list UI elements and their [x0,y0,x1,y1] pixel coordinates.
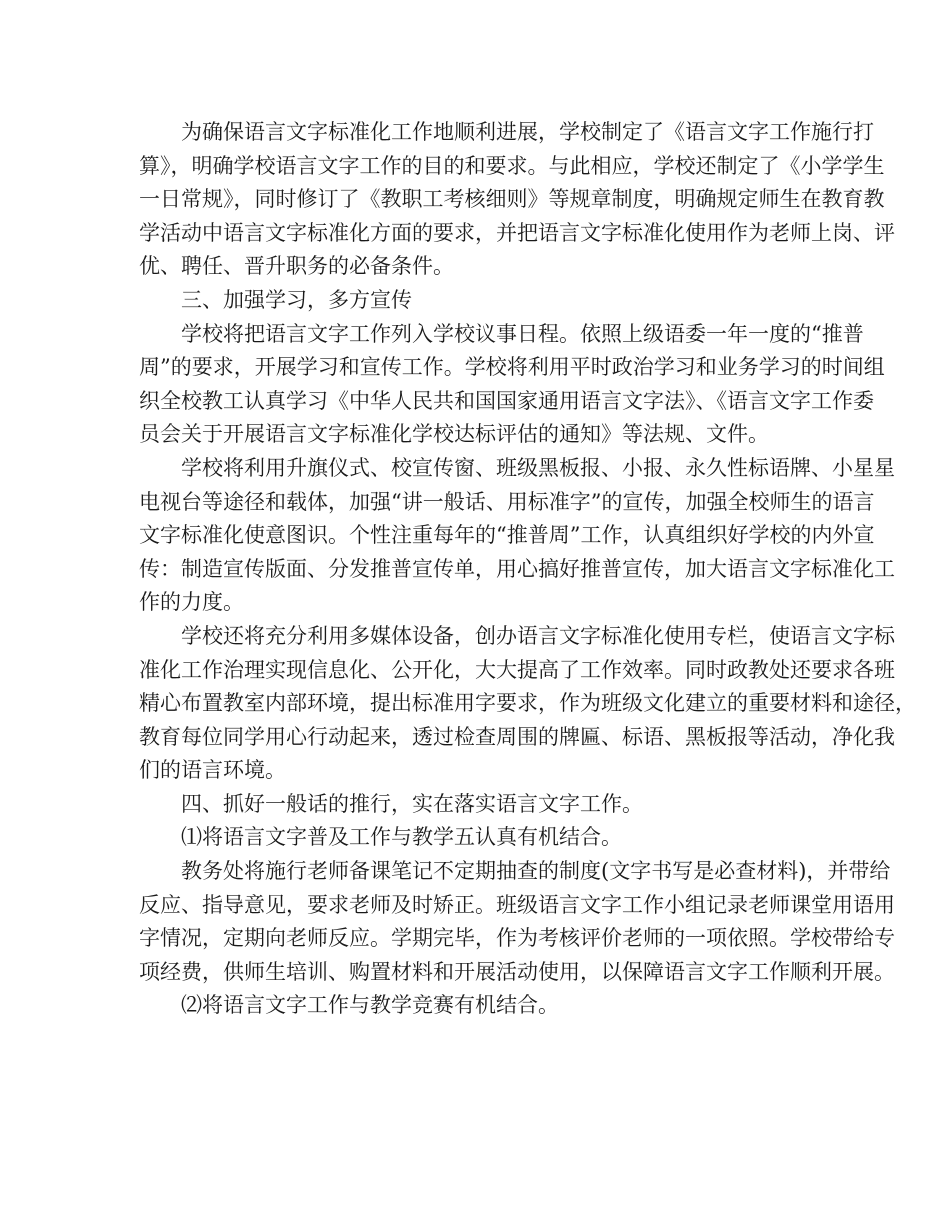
body-paragraph [139,318,885,452]
paragraph-line: 教务处将施行老师备课笔记不定期抽查的制度(文字书写是必查材料)，并带给 [181,859,891,884]
body-paragraph [139,116,895,284]
paragraph-line: 精心布置教室内部环境，提出标准用字要求，作为班级文化建立的重要材料和途径， [139,691,916,716]
paragraph-line: 文字标准化使意图识。个性注重每年的“推普周”工作，认真组织好学校的内外宣 [139,523,875,548]
section-heading: 四、抓好一般话的推行，实在落实语言文字工作。 [181,791,643,816]
paragraph-line: 字情况，定期向老师反应。学期完毕，作为考核评价老师的一项依照。学校带给专 [139,926,895,951]
paragraph-line: 反应、指导意见，要求老师及时矫正。班级语言文字工作小组记录老师课堂用语用 [139,892,895,917]
section-heading: ⑵将语言文字工作与教学竞赛有机结合。 [181,993,559,1018]
body-paragraph [139,452,895,620]
paragraph-line: 学活动中语言文字标准化方面的要求，并把语言文字标准化使用作为老师上岗、评 [139,220,895,245]
document-page [139,116,916,1023]
body-paragraph [139,620,916,788]
paragraph-line: 项经费，供师生培训、购置材料和开展活动使用，以保障语言文字工作顺利开展。 [139,959,895,984]
paragraph-line: 优、聘任、晋升职务的必备条件。 [139,254,454,279]
paragraph-line: 作的力度。 [139,590,244,615]
paragraph-line: 员会关于开展语言文字标准化学校达标评估的通知》等法规、文件。 [139,422,769,447]
paragraph-line: 准化工作治理实现信息化、公开化，大大提高了工作效率。同时政教处还要求各班 [139,657,895,682]
paragraph-line: 周”的要求，开展学习和宣传工作。学校将利用平时政治学习和业务学习的时间组 [139,355,885,380]
paragraph-line: 为确保语言文字标准化工作地顺利进展，学校制定了《语言文字工作施行打 [181,120,874,144]
paragraph-line: 一日常规》，同时修订了《教职工考核细则》等规章制度，明确规定师生在教育教 [139,187,885,212]
body-paragraph [139,855,895,989]
section-heading: 三、加强学习，多方宣传 [181,287,412,312]
paragraph-line: 学校还将充分利用多媒体设备，创办语言文字标准化使用专栏，使语言文字标 [181,623,895,648]
section-heading: ⑴将语言文字普及工作与教学五认真有机结合。 [181,825,622,850]
paragraph-line: 教育每位同学用心行动起来，透过检查周围的牌匾、标语、黑板报等活动，净化我 [139,724,895,749]
paragraph-line: 电视台等途径和载体，加强“讲一般话、用标准字”的宣传，加强全校师生的语言 [139,489,875,514]
paragraph-line: 们的语言环境。 [139,758,286,783]
paragraph-line: 学校将把语言文字工作列入学校议事日程。依照上级语委一年一度的“推普 [181,321,864,346]
paragraph-line: 传：制造宣传版面、分发推普宣传单，用心搞好推普宣传，加大语言文字标准化工 [139,556,895,581]
paragraph-line: 算》，明确学校语言文字工作的目的和要求。与此相应，学校还制定了《小学学生 [139,153,885,178]
paragraph-line: 织全校教工认真学习《中华人民共和国国家通用语言文字法》、《语言文字工作委 [139,388,874,413]
paragraph-line: 学校将利用升旗仪式、校宣传窗、班级黑板报、小报、永久性标语牌、小星星 [181,455,895,480]
